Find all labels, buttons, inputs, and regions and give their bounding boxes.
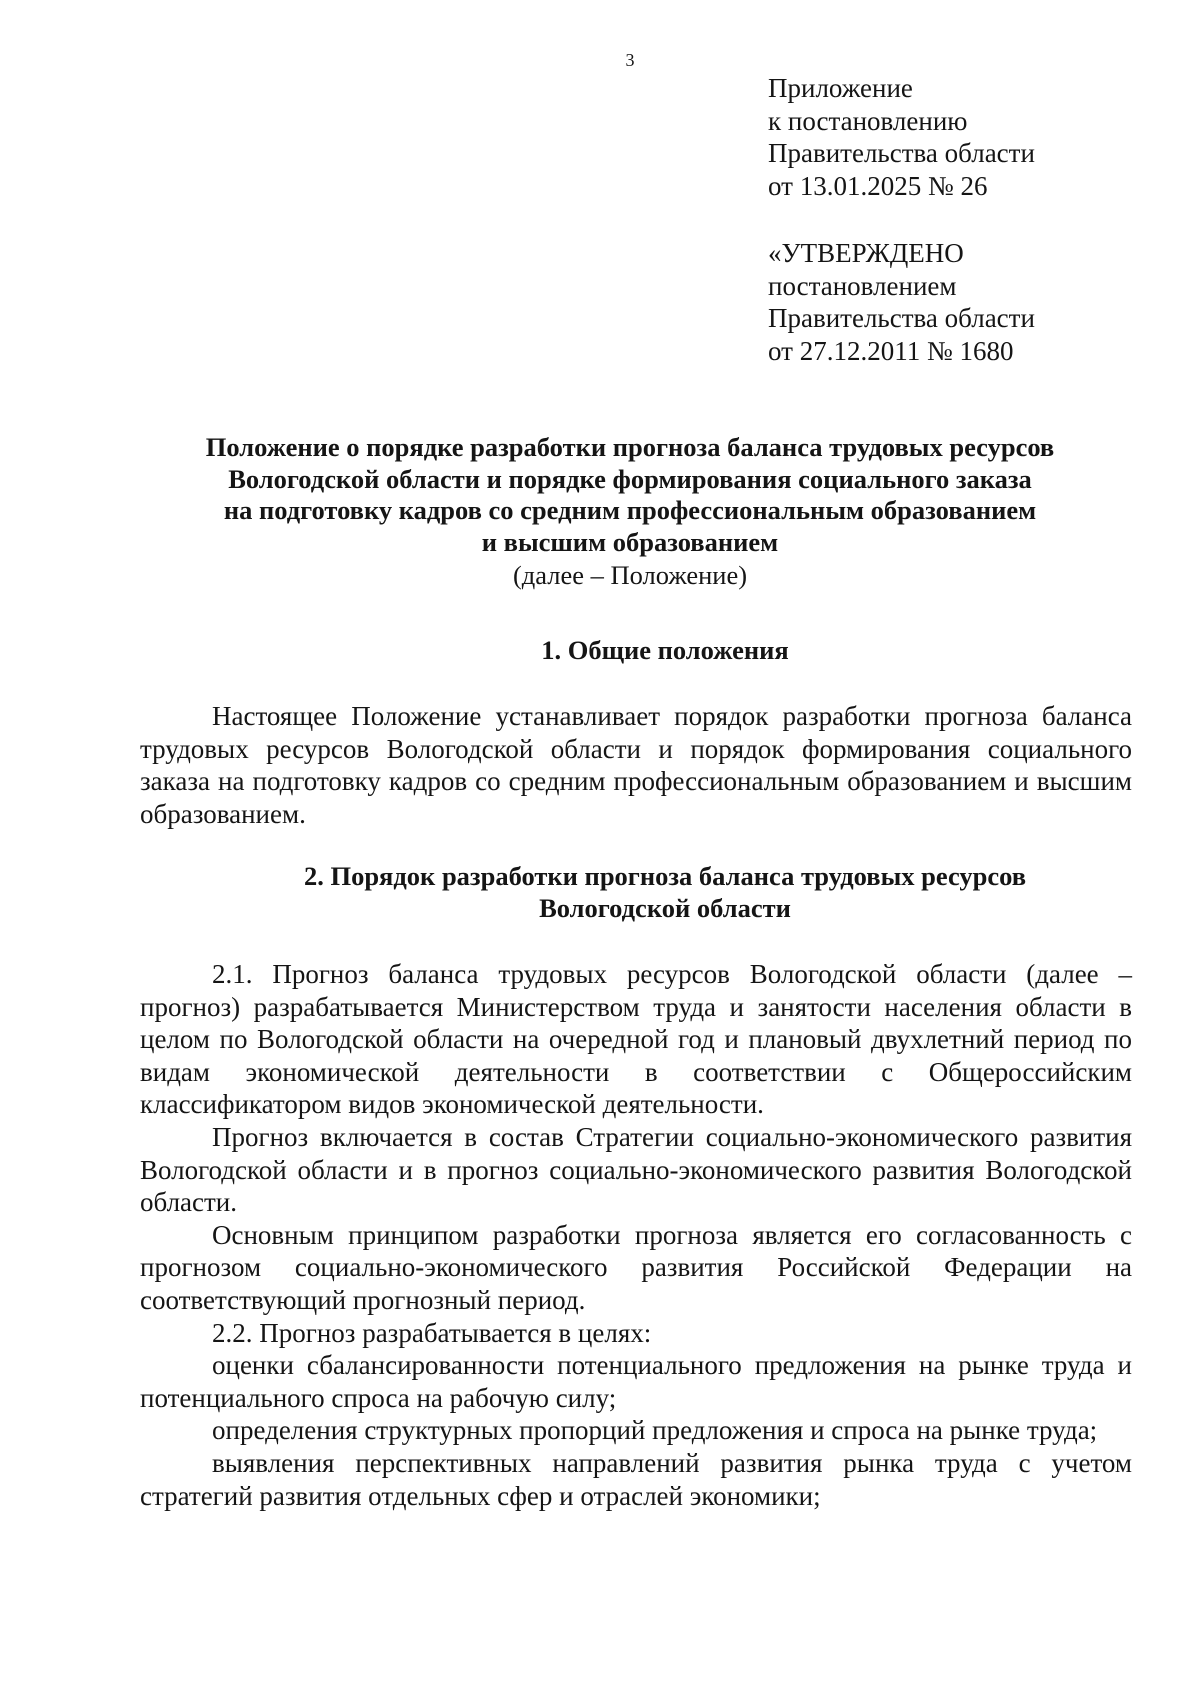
approved-line: от 27.12.2011 № 1680 <box>768 335 1014 366</box>
paragraph: 2.1. Прогноз баланса трудовых ресурсов Вологодской области (далее – прогноз) разрабатывается Министерством труда и занятости населения области в целом по Вологодской области на очередной год и плановый двухлетний период по видам экономической деятельности в соответствии с Общероссийским классификатором видов экономической деятельности. <box>140 959 1132 1120</box>
section-2-body <box>140 958 1132 1512</box>
title-suffix: (далее – Положение) <box>512 560 748 590</box>
approved-line: постановлением <box>768 270 957 301</box>
approved-line: «УТВЕРЖДЕНО <box>768 238 964 268</box>
heading-line: 2. Порядок разработки прогноза баланса трудовых ресурсов <box>303 861 1027 891</box>
attachment-block <box>768 72 1035 202</box>
paragraph: Настоящее Положение устанавливает порядок разработки прогноза баланса трудовых ресурсов Вологодской области и порядок формирования социального заказа на подготовку кадров со средним профессиональным образованием и высшим образованием. <box>140 701 1132 829</box>
approved-block <box>768 237 1035 367</box>
paragraph: выявления перспективных направлений развития рынка труда с учетом стратегий развития отдельных сфер и отраслей экономики; <box>140 1447 1132 1511</box>
section-1-heading: 1. Общие положения <box>541 635 789 665</box>
paragraph: Прогноз включается в состав Стратегии социально-экономического развития Вологодской области и в прогноз социально-экономического развития Вологодской области. <box>140 1121 1132 1218</box>
title-line: Положение о порядке разработки прогноза баланса трудовых ресурсов <box>205 432 1055 462</box>
document-title <box>130 432 1130 558</box>
section-2-heading <box>140 860 1190 924</box>
heading-line: Вологодской области <box>539 893 791 923</box>
attachment-line: Правительства области <box>768 138 1035 168</box>
attachment-line: от 13.01.2025 № 26 <box>768 170 988 201</box>
attachment-line: к постановлению <box>768 105 968 136</box>
approved-line: Правительства области <box>768 303 1035 333</box>
paragraph: оценки сбалансированности потенциального предложения на рынке труда и потенциального спроса на рабочую силу; <box>140 1350 1132 1413</box>
paragraph: 2.2. Прогноз разрабатывается в целях: <box>212 1317 652 1348</box>
paragraph: Основным принципом разработки прогноза является его согласованность с прогнозом социально-экономического развития Российской Федерации на соответствующий прогнозный период. <box>140 1219 1132 1315</box>
title-line: и высшим образованием <box>481 526 779 557</box>
attachment-line: Приложение <box>768 73 913 103</box>
section-1-body <box>140 700 1132 830</box>
title-line: Вологодской области и порядке формирования социального заказа <box>228 463 1032 494</box>
title-line: на подготовку кадров со средним профессиональным образованием <box>223 495 1037 525</box>
paragraph: определения структурных пропорций предложения и спроса на рынке труда; <box>212 1415 1098 1446</box>
page-number: 3 <box>625 50 635 70</box>
